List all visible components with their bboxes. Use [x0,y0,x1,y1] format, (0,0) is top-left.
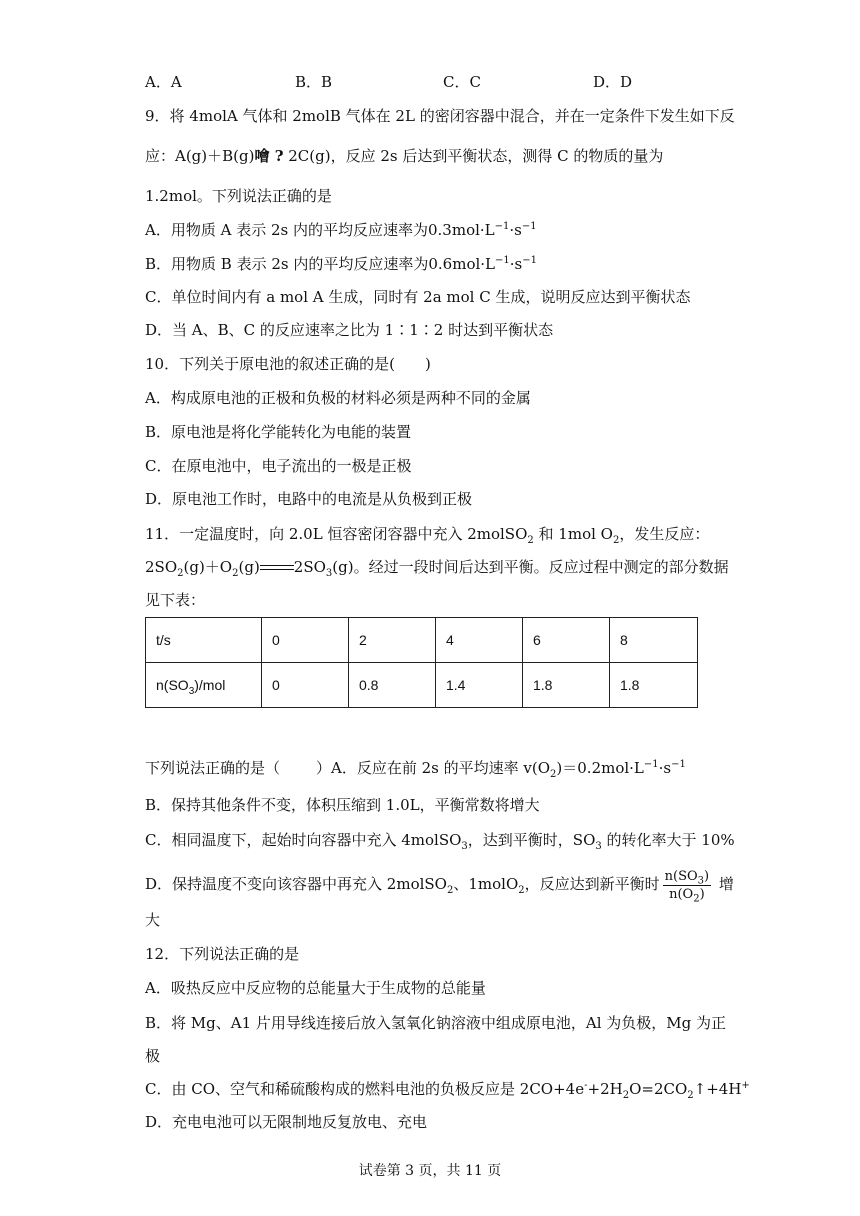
text: 和 1mol O [533,525,613,543]
q11-stem-2-option-a [145,758,686,778]
q11-option-c [145,830,735,850]
sub: 2 [446,885,454,896]
text: (g)。经过一段时间后达到平衡。反应过程中测定的部分数据 [332,558,729,576]
sub: 2 [622,1090,630,1101]
sub: 3 [188,685,195,697]
sup: −1 [495,255,510,266]
text: ·s [658,759,672,777]
q9-option-b [145,254,537,274]
q12-stem: 12．下列说法正确的是 [145,945,300,963]
sub: 2 [232,568,239,579]
option-d: D．D [593,73,633,91]
q9-option-b-text: B．用物质 B 表示 2s 内的平均反应速率为 [145,255,429,273]
text: 2SO [293,558,326,576]
text: )/mol [194,677,226,693]
text: ，反应达到新平衡时 [524,875,660,893]
text: n(SO [156,677,189,693]
q11-stem-line3: 见下表： [145,591,206,609]
q9-stem-line2 [145,146,663,166]
table-cell: 0.8 [349,663,436,708]
text: ) [704,868,710,884]
q10-option-b: B．原电池是将化学能转化为电能的装置 [145,423,412,441]
text: ）A．反应在前 2s 的平均速率 v(O [316,759,551,777]
q10-stem: 10．下列关于原电池的叙述正确的是( ) [145,355,431,373]
q11-option-d-wrap: 大 [145,911,161,929]
table-row [146,663,698,708]
sub: 3 [595,841,602,852]
table-cell: 0 [262,663,349,708]
sup: −1 [522,255,537,266]
q9-option-c: C．单位时间内有 a mol A 生成，同时有 2a mol C 生成，说明反应达到平衡状态 [145,288,691,306]
text: ↑+4H [693,1080,742,1098]
q12-option-c [145,1079,750,1099]
q11-option-b: B．保持其他条件不变，体积压缩到 1.0L，平衡常数将增大 [145,796,540,814]
option-b: B．B [295,73,333,91]
text: C．由 CO、空气和稀硫酸构成的燃料电池的负极反应是 2CO+4e [145,1080,585,1098]
q10-option-d: D．原电池工作时，电路中的电流是从负极到正极 [145,490,473,508]
q9-reaction-left: 应：A(g)＋B(g) [145,147,255,165]
q9-reaction-right: 2C(g)，反应 2s 后达到平衡状态，测得 C 的物质的量为 [283,147,664,165]
text: ) [699,886,705,902]
table-cell: 1.4 [436,663,523,708]
text: 下列说法正确的是（ [145,759,281,777]
sub: 3 [461,841,468,852]
text: 、1molO [453,875,519,893]
text: ，发生反应： [619,525,710,543]
sup: −1 [521,221,537,232]
q12-option-b-line2: 极 [145,1047,161,1065]
text: 的转化率大于 10% [601,831,735,849]
sub: 2 [612,535,620,546]
q11-option-d [145,866,734,903]
sub: 3 [325,568,333,579]
fraction-denominator [663,886,711,903]
table-cell: 0 [262,618,349,663]
q11-stem-line2 [145,557,729,577]
sub: 2 [177,568,184,579]
q12-option-d: D．充电电池可以无限制地反复放电、充电 [145,1113,428,1131]
text: ，达到平衡时，SO [467,831,596,849]
table-cell: t/s [146,618,262,663]
table-cell: 2 [349,618,436,663]
page-footer: 试卷第 3 页，共 11 页 [358,1163,502,1179]
sub: 2 [518,885,525,896]
q9-option-a-value: 0.3mol·L [427,221,495,239]
sup: + [741,1080,750,1091]
option-c: C．C [443,73,481,91]
sup: - [584,1080,588,1091]
text: )＝0.2mol·L [556,759,644,777]
text: D．保持温度不变向该容器中再充入 2molSO [145,875,447,893]
text: 2SO [145,558,178,576]
q9-option-a [145,220,537,240]
fraction-numerator [663,868,711,886]
text: (g)＋O [183,558,233,576]
table-cell: 8 [610,618,698,663]
text: 11．一定温度时，向 2.0L 恒容密闭容器中充入 2molSO [145,525,528,543]
sup: −1 [671,759,686,770]
text: 增 [714,875,734,893]
option-a: A．A [145,73,182,91]
q12-option-a: A．吸热反应中反应物的总能量大于生成物的总能量 [145,979,486,997]
sub: 2 [693,893,700,905]
table-cell [146,663,262,708]
unit: ·s [509,255,523,273]
q11-stem-line1 [145,524,709,544]
reversible-arrow-icon [260,563,294,573]
text: n(O [669,886,694,902]
sub: 2 [687,1090,694,1101]
table-cell: 4 [436,618,523,663]
q9-stem-line1: 9．将 4molA 气体和 2molB 气体在 2L 的密闭容器中混合，并在一定条件下发生如下反 [145,107,735,125]
ratio-fraction [663,868,711,903]
q10-option-c: C．在原电池中，电子流出的一极是正极 [145,457,412,475]
text: O=2CO [629,1080,688,1098]
text: C．相同温度下，起始时向容器中充入 4molSO [145,831,462,849]
text: n(SO [664,868,698,884]
text: (g) [238,558,260,576]
sup: −1 [494,221,510,232]
unit: ·s [509,221,522,239]
q12-option-b-line1: B．将 Mg、A1 片用导线连接后放入氢氧化钠溶液中组成原电池，Al 为负极，Mg 为正 [145,1014,727,1032]
table-cell: 1.8 [610,663,698,708]
q11-data-table [145,617,698,708]
sub: 2 [550,769,557,780]
table-row [146,618,698,663]
sub: 2 [527,535,534,546]
q9-stem-line3: 1.2mol。下列说法正确的是 [145,187,332,205]
q9-equilibrium-symbol: 噲 ? [254,147,284,165]
sub: 3 [697,875,705,887]
q9-option-a-text: A．用物质 A 表示 2s 内的平均反应速率为 [145,221,428,239]
q10-option-a: A．构成原电池的正极和负极的材料必须是两种不同的金属 [145,389,531,407]
prev-question-options [145,72,745,92]
q9-option-d: D．当 A、B、C 的反应速率之比为 1∶1∶2 时达到平衡状态 [145,321,554,339]
sup: −1 [643,759,659,770]
text: +2H [587,1080,623,1098]
table-cell: 1.8 [523,663,610,708]
q9-option-b-value: 0.6mol·L [428,255,496,273]
table-cell: 6 [523,618,610,663]
